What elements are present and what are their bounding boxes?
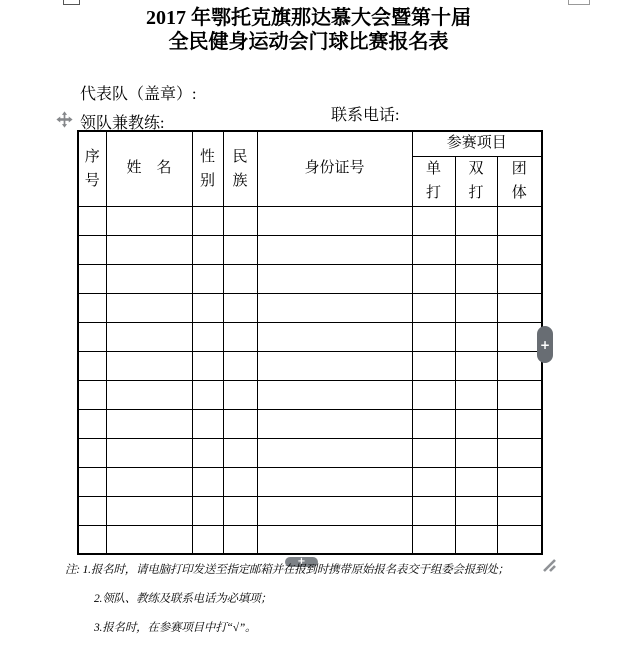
header-index: 序号 bbox=[78, 131, 106, 206]
table-cell[interactable] bbox=[223, 380, 257, 409]
table-cell[interactable] bbox=[455, 322, 497, 351]
table-cell[interactable] bbox=[106, 351, 192, 380]
table-cell[interactable] bbox=[223, 438, 257, 467]
cropped-handle-left bbox=[63, 0, 80, 5]
table-cell[interactable] bbox=[455, 525, 497, 554]
table-cell[interactable] bbox=[106, 322, 192, 351]
table-row bbox=[78, 496, 542, 525]
table-cell[interactable] bbox=[78, 409, 106, 438]
contact-phone-label: 联系电话: bbox=[331, 107, 400, 124]
form-title-line2: 全民健身运动会门球比赛报名表 bbox=[168, 31, 449, 53]
table-cell[interactable] bbox=[192, 264, 223, 293]
table-cell[interactable] bbox=[412, 235, 455, 264]
table-row bbox=[78, 525, 542, 554]
table-cell[interactable] bbox=[497, 380, 542, 409]
move-arrows-icon bbox=[56, 115, 73, 132]
table-cell[interactable] bbox=[106, 409, 192, 438]
table-cell[interactable] bbox=[106, 235, 192, 264]
table-cell[interactable] bbox=[223, 525, 257, 554]
table-cell[interactable] bbox=[455, 206, 497, 235]
table-cell[interactable] bbox=[257, 525, 412, 554]
header-id-number: 身份证号 bbox=[257, 131, 412, 206]
table-cell[interactable] bbox=[78, 525, 106, 554]
table-cell[interactable] bbox=[257, 467, 412, 496]
table-cell[interactable] bbox=[412, 380, 455, 409]
add-column-button[interactable] bbox=[537, 326, 553, 363]
table-cell[interactable] bbox=[497, 293, 542, 322]
table-cell[interactable] bbox=[455, 496, 497, 525]
table-cell[interactable] bbox=[78, 264, 106, 293]
table-cell[interactable] bbox=[497, 438, 542, 467]
table-cell[interactable] bbox=[412, 409, 455, 438]
form-title bbox=[0, 6, 617, 54]
table-cell[interactable] bbox=[257, 438, 412, 467]
table-row bbox=[78, 293, 542, 322]
table-cell[interactable] bbox=[223, 293, 257, 322]
table-cell[interactable] bbox=[106, 380, 192, 409]
table-cell[interactable] bbox=[412, 264, 455, 293]
table-row bbox=[78, 409, 542, 438]
footnote-2: 2.领队、教练及联系电话为必填项； bbox=[94, 593, 272, 605]
table-cell[interactable] bbox=[497, 322, 542, 351]
table-row bbox=[78, 206, 542, 235]
table-cell[interactable] bbox=[257, 264, 412, 293]
table-cell[interactable] bbox=[192, 351, 223, 380]
table-row bbox=[78, 322, 542, 351]
table-cell[interactable] bbox=[412, 322, 455, 351]
table-cell[interactable] bbox=[106, 467, 192, 496]
table-cell[interactable] bbox=[192, 525, 223, 554]
table-cell[interactable] bbox=[192, 206, 223, 235]
table-cell[interactable] bbox=[497, 351, 542, 380]
table-cell[interactable] bbox=[192, 496, 223, 525]
table-cell[interactable] bbox=[412, 206, 455, 235]
table-cell[interactable] bbox=[455, 438, 497, 467]
table-cell[interactable] bbox=[257, 380, 412, 409]
form-title-line1: 2017 年鄂托克旗那达慕大会暨第十届 bbox=[146, 7, 471, 29]
table-cell[interactable] bbox=[106, 438, 192, 467]
table-cell[interactable] bbox=[257, 206, 412, 235]
team-seal-label: 代表队（盖章）: bbox=[80, 86, 197, 103]
table-cell[interactable] bbox=[497, 467, 542, 496]
plus-icon: + bbox=[539, 337, 551, 352]
table-cell[interactable] bbox=[455, 293, 497, 322]
table-cell[interactable] bbox=[78, 467, 106, 496]
table-cell[interactable] bbox=[192, 293, 223, 322]
footnotes bbox=[65, 561, 565, 635]
table-cell[interactable] bbox=[78, 293, 106, 322]
table-cell[interactable] bbox=[412, 467, 455, 496]
plus-icon: + bbox=[297, 556, 306, 567]
table-cell[interactable] bbox=[192, 380, 223, 409]
table-cell[interactable] bbox=[78, 380, 106, 409]
footnote-1: 注: 1.报名时，请电脑打印发送至指定邮箱并在报到时携带原始报名表交于组委会报到处； bbox=[65, 564, 509, 576]
table-row bbox=[78, 235, 542, 264]
table-cell[interactable] bbox=[223, 496, 257, 525]
table-cell[interactable] bbox=[257, 351, 412, 380]
table-cell[interactable] bbox=[106, 525, 192, 554]
table-cell[interactable] bbox=[78, 438, 106, 467]
table-cell[interactable] bbox=[78, 206, 106, 235]
header-gender: 性别 bbox=[192, 131, 223, 206]
table-cell[interactable] bbox=[257, 496, 412, 525]
header-name: 姓 名 bbox=[106, 131, 192, 206]
table-cell[interactable] bbox=[497, 264, 542, 293]
table-cell[interactable] bbox=[455, 467, 497, 496]
table-cell[interactable] bbox=[223, 264, 257, 293]
table-row bbox=[78, 467, 542, 496]
table-cell[interactable] bbox=[106, 293, 192, 322]
cropped-handle-right bbox=[568, 0, 590, 5]
table-cell[interactable] bbox=[223, 206, 257, 235]
table-cell[interactable] bbox=[106, 264, 192, 293]
header-ethnicity: 民族 bbox=[223, 131, 257, 206]
header-singles: 单打 bbox=[412, 156, 455, 206]
table-cell[interactable] bbox=[78, 351, 106, 380]
table-cell[interactable] bbox=[192, 235, 223, 264]
table-cell[interactable] bbox=[192, 438, 223, 467]
header-team: 团体 bbox=[497, 156, 542, 206]
table-cell[interactable] bbox=[106, 496, 192, 525]
table-cell[interactable] bbox=[223, 351, 257, 380]
table-row bbox=[78, 380, 542, 409]
table-cell[interactable] bbox=[257, 322, 412, 351]
table-cell[interactable] bbox=[192, 322, 223, 351]
table-cell[interactable] bbox=[223, 467, 257, 496]
table-cell[interactable] bbox=[412, 496, 455, 525]
table-cell[interactable] bbox=[223, 235, 257, 264]
table-cell[interactable] bbox=[497, 235, 542, 264]
table-row bbox=[78, 264, 542, 293]
table-cell[interactable] bbox=[78, 496, 106, 525]
table-move-handle[interactable] bbox=[56, 111, 73, 128]
table-cell[interactable] bbox=[455, 351, 497, 380]
header-doubles: 双打 bbox=[455, 156, 497, 206]
table-cell[interactable] bbox=[455, 264, 497, 293]
table-cell[interactable] bbox=[223, 322, 257, 351]
table-cell[interactable] bbox=[78, 235, 106, 264]
footnote-3: 3.报名时，在参赛项目中打“√”。 bbox=[94, 622, 257, 634]
table-cell[interactable] bbox=[257, 409, 412, 438]
table-cell[interactable] bbox=[192, 409, 223, 438]
table-row bbox=[78, 351, 542, 380]
table-cell[interactable] bbox=[257, 293, 412, 322]
table-cell[interactable] bbox=[455, 409, 497, 438]
table-cell[interactable] bbox=[257, 235, 412, 264]
table-cell[interactable] bbox=[106, 206, 192, 235]
table-cell[interactable] bbox=[497, 206, 542, 235]
table-cell[interactable] bbox=[497, 496, 542, 525]
table-cell[interactable] bbox=[78, 322, 106, 351]
table-cell[interactable] bbox=[412, 351, 455, 380]
team-leader-label: 领队兼教练: bbox=[80, 115, 165, 132]
table-cell[interactable] bbox=[455, 235, 497, 264]
table-cell[interactable] bbox=[192, 467, 223, 496]
table-row bbox=[78, 438, 542, 467]
header-events-group: 参赛项目 bbox=[412, 131, 542, 156]
table-cell[interactable] bbox=[497, 525, 542, 554]
table-cell[interactable] bbox=[412, 293, 455, 322]
table-cell[interactable] bbox=[223, 409, 257, 438]
table-cell[interactable] bbox=[412, 525, 455, 554]
registration-table bbox=[77, 130, 543, 555]
table-cell[interactable] bbox=[455, 380, 497, 409]
table-cell[interactable] bbox=[412, 438, 455, 467]
table-cell[interactable] bbox=[497, 409, 542, 438]
